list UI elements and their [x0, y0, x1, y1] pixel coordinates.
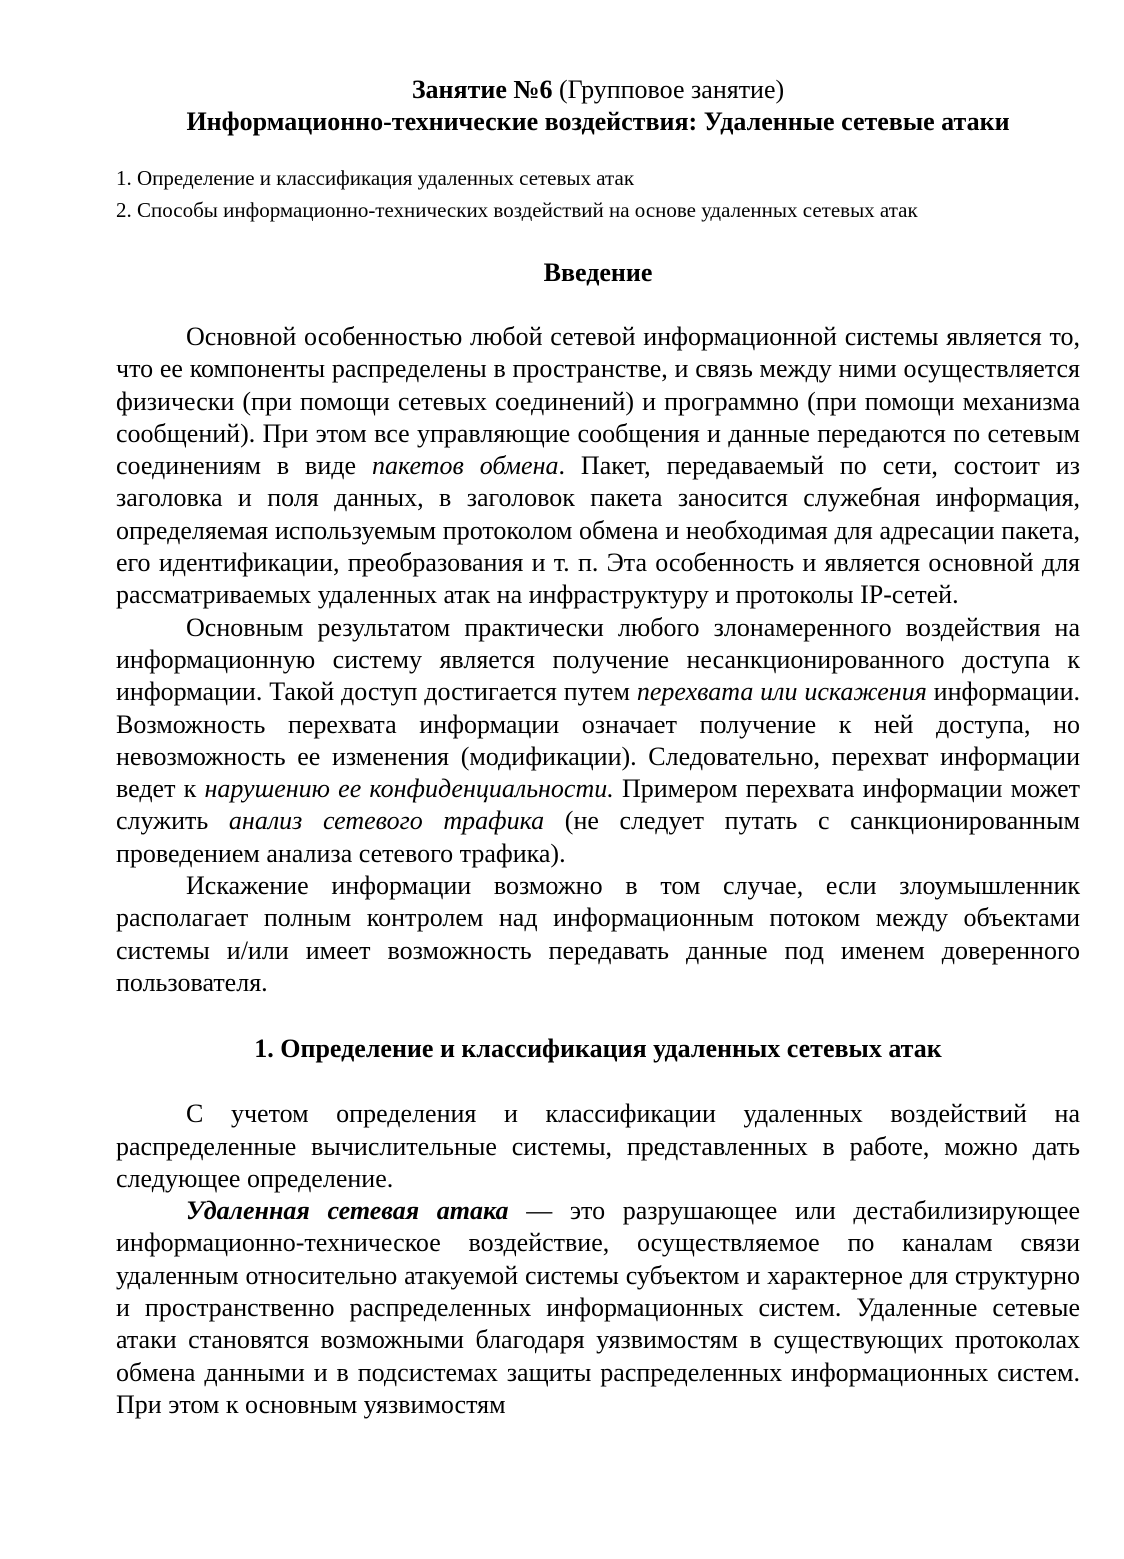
intro-paragraph-3: Искажение информации возможно в том случае, если злоумышленник располагает полным контролем над информационным потоком между объектами системы и/или имеет возможность передавать данные под именем доверенного пользователя. [116, 871, 1080, 997]
document-page [116, 74, 1080, 1421]
intro-paragraph-1 [116, 321, 1080, 612]
text-run: информации. Возможность перехвата информации означает получение к ней доступа, но невозможность ее изменения (модификации). Следовательно, перехват информации ведет к [116, 677, 1080, 804]
lesson-plan [116, 162, 1080, 226]
text-run: (не следует путать с санкционированным проведением анализа сетевого трафика). [116, 806, 1080, 868]
italic-term: перехвата или искажения [636, 677, 927, 707]
text-run: — это разрушающее или дестабилизирующее информационно-техническое воздействие, осуществляемое по каналам связи удаленным относительно атакуемой системы субъектом и характерное для структурно и пространственно распределенных информационных систем. Удаленные сетевые атаки становятся возможными благодаря уязвимостям в существующих протоколах обмена данными и в подсистемах защиты распределенных информационных систем. При этом к основным уязвимостям [116, 1196, 1081, 1419]
italic-term: анализ сетевого трафика [228, 806, 545, 836]
section-1-title: 1. Определение и классификация удаленных сетевых атак [254, 1034, 942, 1064]
text-run: Основной особенностью любой сетевой информационной системы является то, что ее компоненты распределены в пространстве, и связь между ними осуществляется физически (при помощи сетевых соединений) и программно (при помощи механизма сообщений). При этом все управляющие сообщения и данные передаются по сетевым соединениям в виде [116, 322, 1080, 481]
lesson-type: (Групповое занятие) [552, 75, 785, 104]
intro-paragraph-2 [116, 612, 1080, 870]
lesson-topic-text: Информационно-технические воздействия: Удаленные сетевые атаки [186, 107, 1010, 136]
plan-item: 2. Способы информационно-технических воздействий на основе удаленных сетевых атак [116, 198, 918, 222]
plan-item: 1. Определение и классификация удаленных сетевых атак [116, 166, 635, 190]
lesson-topic [116, 106, 1080, 138]
italic-term: пакетов обмена [371, 451, 559, 481]
text-run: Примером перехвата информации может служить [116, 774, 1080, 836]
definition-term: Удаленная сетевая атака [186, 1196, 509, 1226]
section-1-paragraph-2 [116, 1195, 1080, 1421]
text-run: Основным результатом практически любого злонамеренного воздействия на информационную систему является получение несанкционированного доступа к информации. Такой доступ достигается путем [116, 612, 1080, 707]
italic-term: нарушению ее конфиденциальности. [204, 774, 614, 804]
lesson-heading [116, 74, 1080, 106]
section-1-paragraph-1: С учетом определения и классификации удаленных воздействий на распределенные вычислительные системы, представленных в работе, можно дать следующее определение. [116, 1099, 1080, 1193]
lesson-number: Занятие №6 [411, 75, 553, 104]
text-run: . Пакет, передаваемый по сети, состоит из заголовка и поля данных, в заголовок пакета заносится служебная информация, определяемая используемым протоколом обмена и необходимая для адресации пакета, его идентификации, преобразования и т. п. Эта особенность и является основной для рассматриваемых удаленных атак на инфраструктуру и протоколы IP-сетей. [116, 451, 1080, 610]
intro-title: Введение [543, 258, 653, 287]
